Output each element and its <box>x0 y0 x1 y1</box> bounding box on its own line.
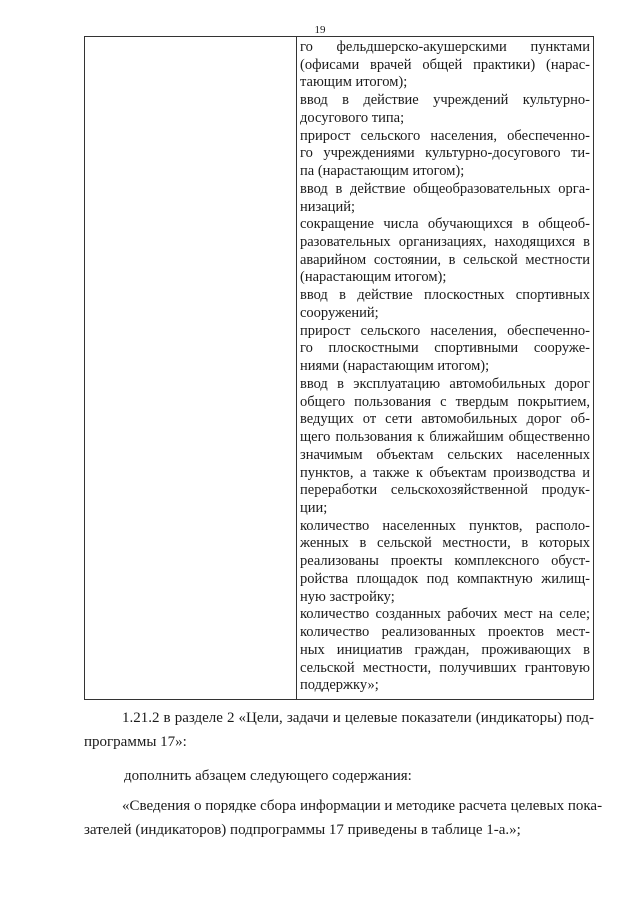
table-cell-line: сооружений; <box>300 304 379 321</box>
table-cell-line: го фельдшерско-акушерскими пунктами <box>300 39 590 55</box>
table-cell-line: низаций; <box>300 198 355 215</box>
quote-paragraph-line: зателей (индикаторов) подпрограммы 17 приведены в таблице 1-а.»; <box>84 822 521 838</box>
table-cell-line: количество созданных рабочих мест на селе; <box>300 606 590 623</box>
table-cell-line: ниями (нарастающим итогом); <box>300 358 490 375</box>
table-cell-line: досугового типа; <box>300 109 405 126</box>
table-cell-line: ных инициатив граждан, проживающих в <box>300 641 590 658</box>
page-number: 19 <box>314 24 326 36</box>
table-cell-line: прирост сельского населения, обеспеченно- <box>300 127 590 144</box>
table-right-cell <box>300 37 590 699</box>
table-cell-line: ную застройку; <box>300 588 395 605</box>
item-paragraph-line: 1.21.2 в разделе 2 «Цели, задачи и целевые показатели (индикаторы) под- <box>122 710 594 726</box>
quote-paragraph-line: «Сведения о порядке сбора информации и методике расчета целевых пока- <box>122 798 603 814</box>
table-cell-line: па (нарастающим итогом); <box>300 163 465 180</box>
indicators-table <box>84 36 594 700</box>
item-paragraph-line: программы 17»: <box>84 734 187 750</box>
table-cell-line: ввод в действие плоскостных спортивных <box>300 287 590 304</box>
table-cell-line: го учреждениями культурно-досугового ти- <box>300 145 590 162</box>
table-cell-line: общего пользования с твердым покрытием, <box>300 393 590 410</box>
table-cell-line: ведущих от сети автомобильных дорог об- <box>300 411 590 428</box>
table-cell-line: количество населенных пунктов, располо- <box>300 517 590 534</box>
table-cell-line: реализованы проекты комплексного обуст- <box>300 553 590 570</box>
table-cell-line: сельской местности, получивших грантовую <box>300 659 590 676</box>
table-cell-line: ввод в действие учреждений культурно- <box>300 92 590 109</box>
table-cell-line: прирост сельского населения, обеспеченно- <box>300 322 590 339</box>
table-cell-line: количество реализованных проектов мест- <box>300 624 590 641</box>
table-cell-line: женных в сельской местности, в которых <box>300 535 590 552</box>
table-cell-line: значимым объектам сельских населенных <box>300 446 590 463</box>
table-cell-line: щего пользования к ближайшим общественно <box>300 429 590 446</box>
table-cell-line: аварийном состоянии, в сельской местности <box>300 251 590 268</box>
table-cell-line: ввод в действие общеобразовательных орга- <box>300 180 590 197</box>
table-cell-line: поддержку»; <box>300 677 379 694</box>
table-cell-line: го плоскостными спортивными сооруже- <box>300 340 590 357</box>
table-column-divider <box>296 37 297 699</box>
table-cell-line: пунктов, а также к объектам производства и <box>300 464 590 481</box>
table-cell-line: разовательных организациях, находящихся в <box>300 234 590 251</box>
table-cell-line: (офисами врачей общей практики) (нарас- <box>300 56 590 73</box>
table-cell-line: ции; <box>300 499 328 516</box>
table-cell-line: сокращение числа обучающихся в общеоб- <box>300 216 590 233</box>
instruction-paragraph: дополнить абзацем следующего содержания: <box>124 768 412 784</box>
table-cell-line: тающим итогом); <box>300 74 408 91</box>
table-cell-line: переработки сельскохозяйственной продук- <box>300 482 590 499</box>
table-cell-line: (нарастающим итогом); <box>300 269 447 286</box>
table-cell-line: ввод в эксплуатацию автомобильных дорог <box>300 375 590 392</box>
table-cell-line: ройства площадок под компактную жилищ- <box>300 570 590 587</box>
